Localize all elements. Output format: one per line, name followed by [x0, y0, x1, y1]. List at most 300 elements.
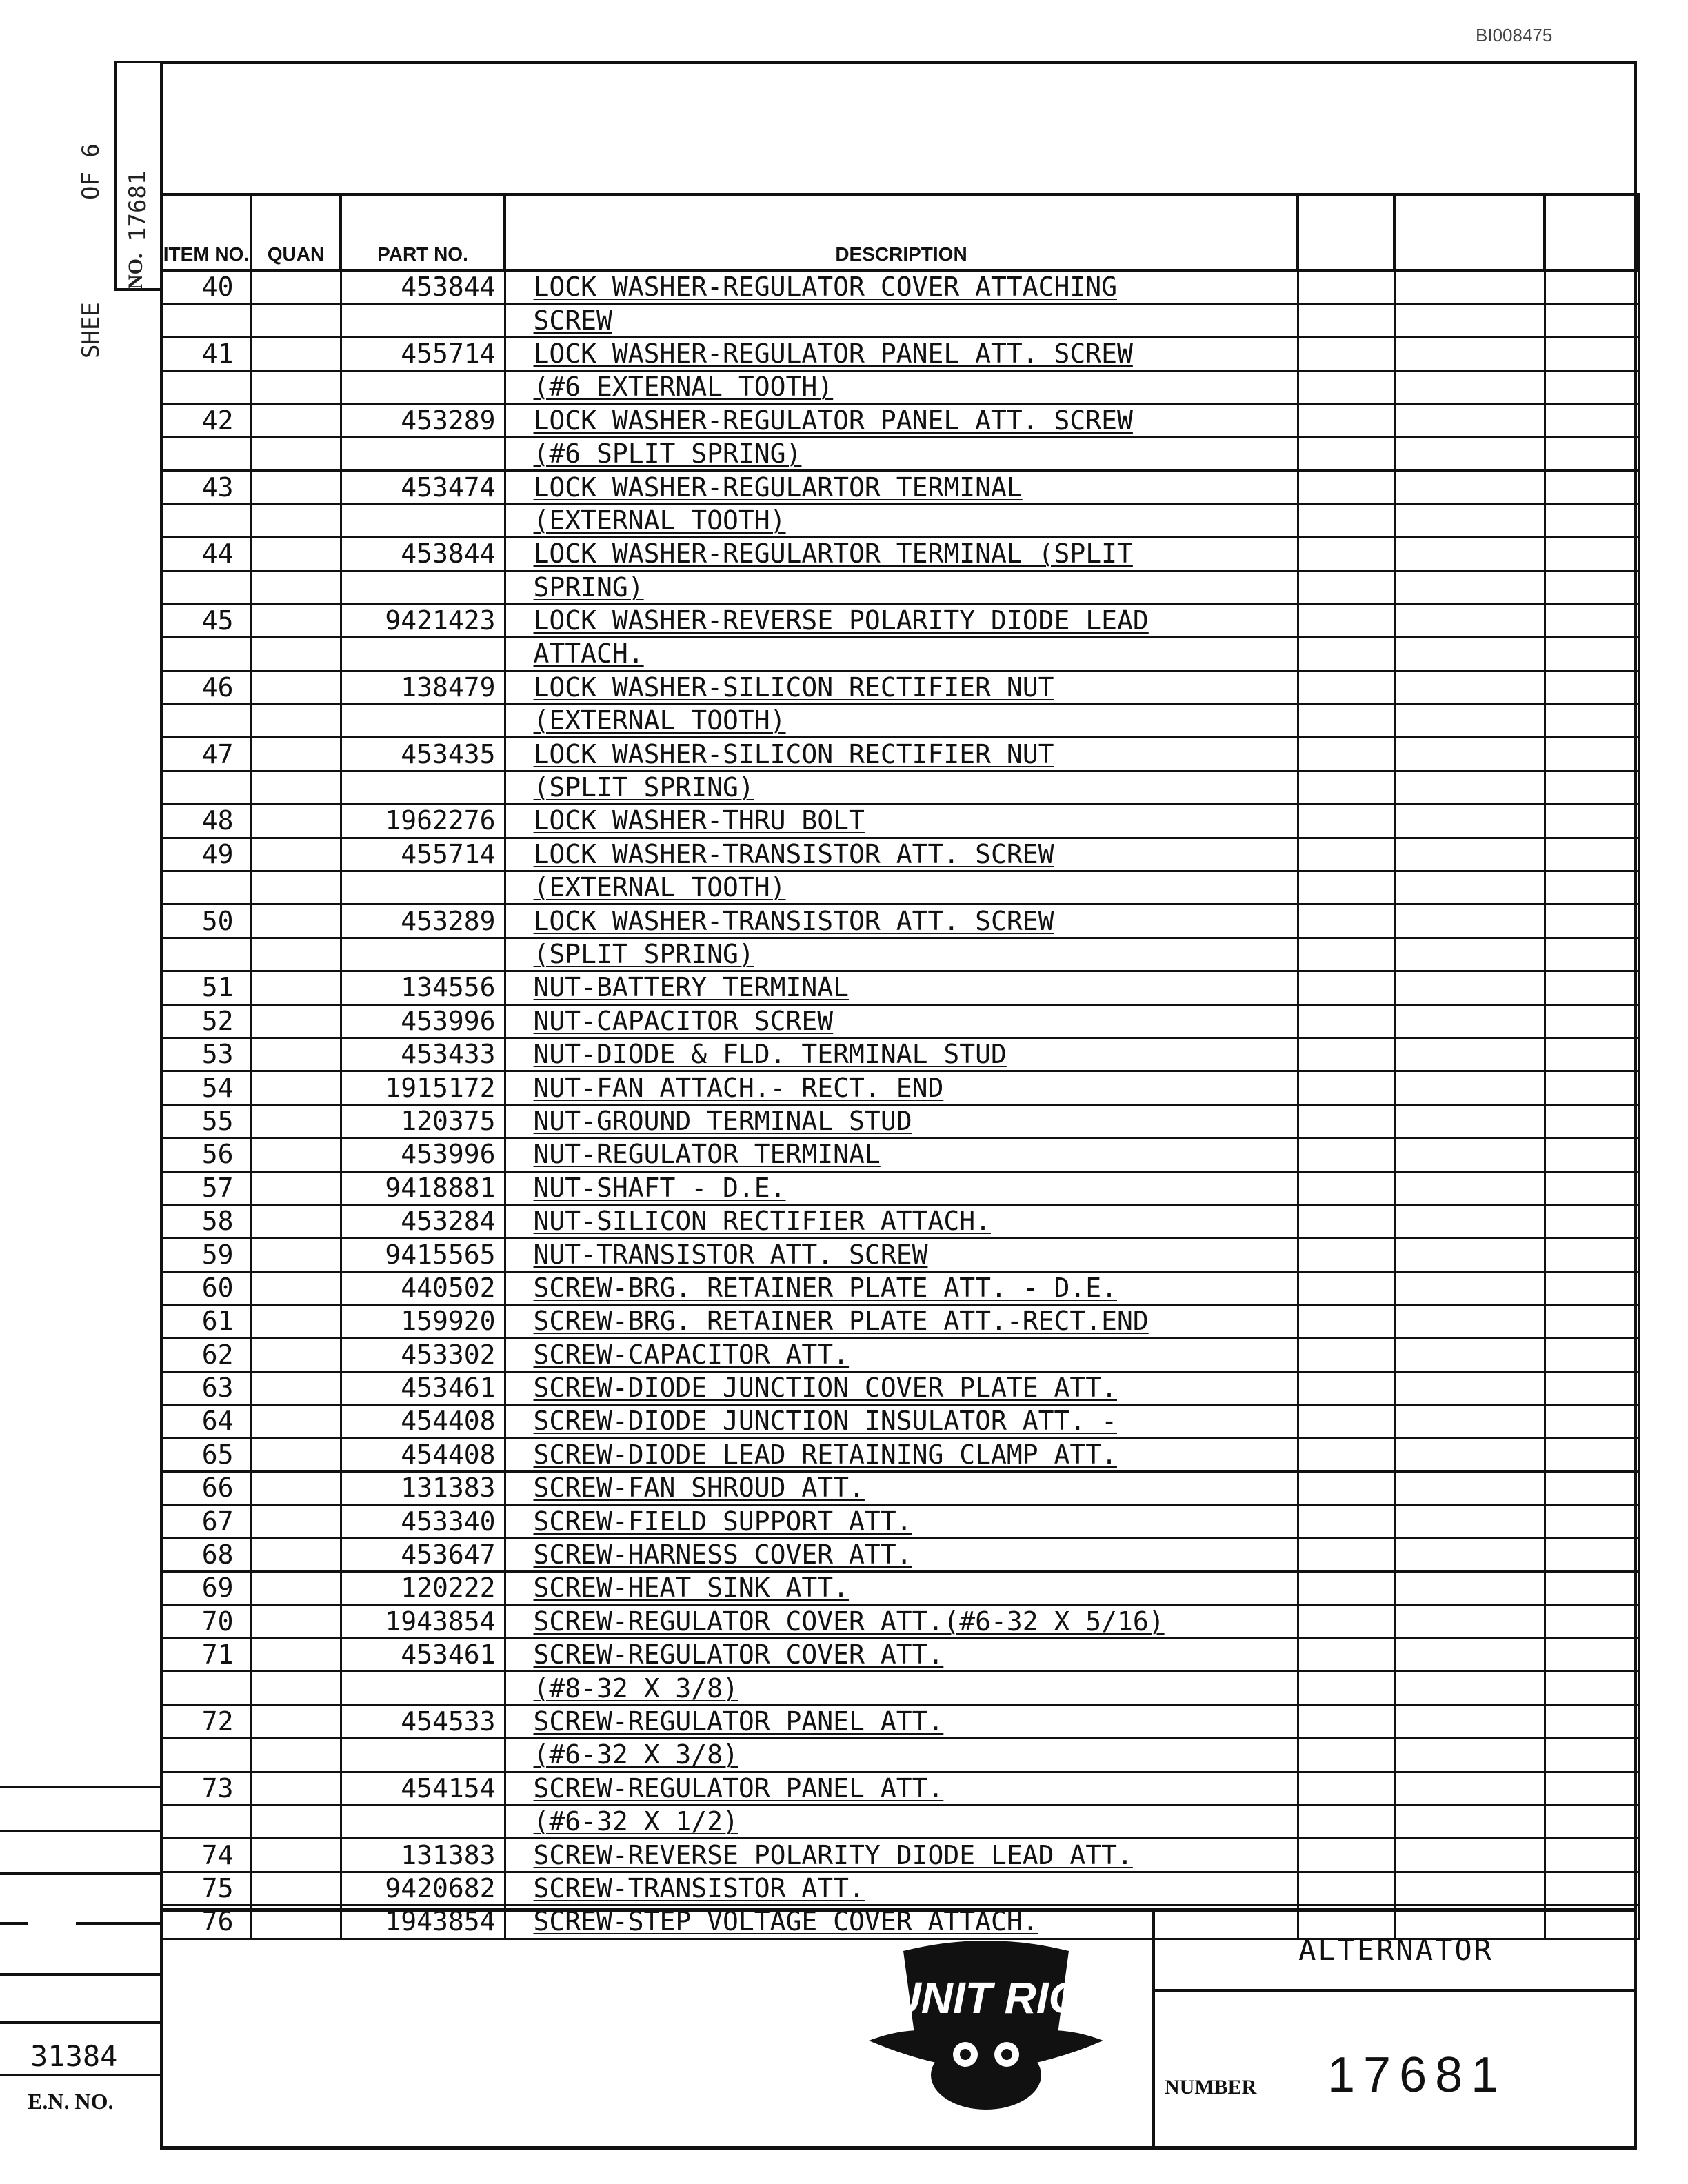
quan-cell	[251, 1171, 341, 1204]
description-cell: SPRING)	[505, 571, 1298, 604]
quan-cell	[251, 1071, 341, 1104]
blank-cell	[1545, 805, 1638, 838]
blank-cell	[1545, 1672, 1638, 1705]
blank-cell	[1394, 571, 1545, 604]
blank-cell	[1394, 1305, 1545, 1338]
quan-cell	[251, 838, 341, 871]
table-row	[161, 371, 1638, 404]
part-no-cell: 453289	[341, 904, 505, 938]
blank-cell	[1545, 938, 1638, 971]
part-no-cell: 453433	[341, 1038, 505, 1071]
description-cell: LOCK WASHER-REVERSE POLARITY DIODE LEAD	[505, 604, 1298, 637]
description-cell: LOCK WASHER-SILICON RECTIFIER NUT	[505, 671, 1298, 704]
blank-cell	[1545, 738, 1638, 771]
description-cell: LOCK WASHER-TRANSISTOR ATT. SCREW	[505, 904, 1298, 938]
item-no-cell: 42	[161, 404, 251, 437]
table-row	[161, 1004, 1638, 1038]
blank-cell	[1298, 270, 1394, 304]
blank-cell	[1545, 638, 1638, 671]
part-no-cell: 120375	[341, 1104, 505, 1138]
item-no-cell: 53	[161, 1038, 251, 1071]
quan-cell	[251, 971, 341, 1004]
header-description: DESCRIPTION	[505, 194, 1298, 270]
description-cell: SCREW-DIODE JUNCTION COVER PLATE ATT.	[505, 1371, 1298, 1404]
table-row	[161, 1672, 1638, 1705]
quan-cell	[251, 1572, 341, 1605]
item-no-cell: 55	[161, 1104, 251, 1138]
quan-cell	[251, 404, 341, 437]
blank-cell	[1298, 1138, 1394, 1171]
blank-cell	[1298, 938, 1394, 971]
blank-cell	[1394, 1605, 1545, 1638]
blank-cell	[1298, 671, 1394, 704]
blank-cell	[1298, 1271, 1394, 1304]
blank-cell	[1545, 838, 1638, 871]
blank-cell	[1545, 1872, 1638, 1905]
description-cell: NUT-SHAFT - D.E.	[505, 1171, 1298, 1204]
quan-cell	[251, 504, 341, 537]
part-no-cell: 159920	[341, 1305, 505, 1338]
table-row	[161, 705, 1638, 738]
description-cell: NUT-BATTERY TERMINAL	[505, 971, 1298, 1004]
blank-cell	[1545, 1371, 1638, 1404]
description-cell: ATTACH.	[505, 638, 1298, 671]
item-no-cell	[161, 638, 251, 671]
part-no-cell: 9420682	[341, 1872, 505, 1905]
item-no-cell	[161, 504, 251, 537]
table-row	[161, 437, 1638, 470]
blank-cell	[1298, 1705, 1394, 1738]
blank-cell	[1298, 1739, 1394, 1772]
description-cell: (#6 SPLIT SPRING)	[505, 437, 1298, 470]
table-header-row	[161, 194, 1638, 270]
quan-cell	[251, 538, 341, 571]
description-cell: SCREW-REGULATOR COVER ATT.(#6-32 X 5/16)	[505, 1605, 1298, 1638]
blank-cell	[1298, 1505, 1394, 1538]
description-cell: SCREW-FAN SHROUD ATT.	[505, 1472, 1298, 1505]
description-cell: SCREW-STEP VOLTAGE COVER ATTACH.	[505, 1905, 1298, 1939]
part-no-cell: 453461	[341, 1371, 505, 1404]
item-no-cell: 57	[161, 1171, 251, 1204]
blank-cell	[1545, 1171, 1638, 1204]
description-cell: NUT-GROUND TERMINAL STUD	[505, 1104, 1298, 1138]
blank-cell	[1394, 1204, 1545, 1237]
description-cell: SCREW-CAPACITOR ATT.	[505, 1338, 1298, 1371]
table-row	[161, 1038, 1638, 1071]
description-cell: NUT-TRANSISTOR ATT. SCREW	[505, 1238, 1298, 1271]
blank-cell	[1394, 838, 1545, 871]
header-item-no: ITEM NO.	[161, 194, 251, 270]
part-no-cell: 454408	[341, 1405, 505, 1438]
blank-cell	[1545, 671, 1638, 704]
description-cell: (EXTERNAL TOOTH)	[505, 871, 1298, 904]
description-cell: NUT-CAPACITOR SCREW	[505, 1004, 1298, 1038]
table-row	[161, 638, 1638, 671]
quan-cell	[251, 1739, 341, 1772]
part-no-cell: 453474	[341, 471, 505, 504]
quan-cell	[251, 1472, 341, 1505]
quan-cell	[251, 1805, 341, 1838]
header-part-no: PART NO.	[341, 194, 505, 270]
table-row	[161, 805, 1638, 838]
blank-cell	[1545, 538, 1638, 571]
item-no-cell: 76	[161, 1905, 251, 1939]
item-no-cell: 75	[161, 1872, 251, 1905]
unit-rig-logo	[862, 1937, 1110, 2116]
item-no-cell: 45	[161, 604, 251, 637]
quan-cell	[251, 738, 341, 771]
part-no-cell: 453996	[341, 1138, 505, 1171]
item-no-cell: 58	[161, 1204, 251, 1237]
table-row	[161, 1505, 1638, 1538]
blank-cell	[1545, 1639, 1638, 1672]
blank-cell	[1298, 337, 1394, 370]
part-no-cell	[341, 1739, 505, 1772]
part-no-cell: 454533	[341, 1705, 505, 1738]
table-row	[161, 1705, 1638, 1738]
description-cell: LOCK WASHER-REGULARTOR TERMINAL	[505, 471, 1298, 504]
blank-cell	[1394, 771, 1545, 804]
part-no-cell: 454154	[341, 1772, 505, 1805]
blank-cell	[1298, 1071, 1394, 1104]
table-row	[161, 1839, 1638, 1872]
table-row	[161, 304, 1638, 337]
quan-cell	[251, 1371, 341, 1404]
blank-cell	[1545, 705, 1638, 738]
table-row	[161, 838, 1638, 871]
part-no-cell: 1943854	[341, 1905, 505, 1939]
table-row	[161, 671, 1638, 704]
description-cell: (EXTERNAL TOOTH)	[505, 705, 1298, 738]
item-no-cell: 44	[161, 538, 251, 571]
blank-cell	[1394, 437, 1545, 470]
item-no-cell: 67	[161, 1505, 251, 1538]
blank-cell	[1298, 1338, 1394, 1371]
sheet-no-value: 17681	[124, 170, 152, 241]
blank-cell	[1298, 1238, 1394, 1271]
item-no-cell	[161, 871, 251, 904]
blank-cell	[1394, 1438, 1545, 1471]
blank-cell	[1394, 1572, 1545, 1605]
blank-cell	[1298, 1538, 1394, 1571]
blank-cell	[1298, 1572, 1394, 1605]
blank-cell	[1298, 1438, 1394, 1471]
quan-cell	[251, 1772, 341, 1805]
blank-cell	[1545, 604, 1638, 637]
document-id: BI008475	[1476, 25, 1553, 46]
quan-cell	[251, 1705, 341, 1738]
item-no-cell	[161, 1672, 251, 1705]
part-no-cell: 120222	[341, 1572, 505, 1605]
item-no-cell: 56	[161, 1138, 251, 1171]
blank-cell	[1394, 1639, 1545, 1672]
blank-cell	[1394, 638, 1545, 671]
part-no-cell: 453340	[341, 1505, 505, 1538]
quan-cell	[251, 1271, 341, 1304]
blank-cell	[1545, 337, 1638, 370]
description-cell: SCREW-REGULATOR PANEL ATT.	[505, 1705, 1298, 1738]
en-label: E.N. NO.	[28, 2089, 114, 2114]
quan-cell	[251, 904, 341, 938]
blank-cell	[1545, 904, 1638, 938]
en-number: 31384	[30, 2039, 118, 2073]
part-no-cell	[341, 938, 505, 971]
part-no-cell	[341, 571, 505, 604]
blank-cell	[1298, 971, 1394, 1004]
description-cell: SCREW-TRANSISTOR ATT.	[505, 1872, 1298, 1905]
table-row	[161, 270, 1638, 304]
blank-cell	[1545, 504, 1638, 537]
sheet-label: SHEE	[77, 302, 105, 358]
blank-cell	[1545, 1705, 1638, 1738]
drawing-number: 17681	[1327, 2048, 1507, 2103]
item-no-cell: 69	[161, 1572, 251, 1605]
blank-cell	[1298, 1305, 1394, 1338]
blank-cell	[1545, 471, 1638, 504]
part-no-cell: 453435	[341, 738, 505, 771]
description-cell: LOCK WASHER-REGULATOR PANEL ATT. SCREW	[505, 337, 1298, 370]
table-row	[161, 1338, 1638, 1371]
header-blank-1	[1298, 194, 1394, 270]
blank-cell	[1394, 337, 1545, 370]
part-no-cell: 453284	[341, 1204, 505, 1237]
part-no-cell: 453289	[341, 404, 505, 437]
blank-cell	[1545, 1338, 1638, 1371]
quan-cell	[251, 771, 341, 804]
quan-cell	[251, 1004, 341, 1038]
quan-cell	[251, 1305, 341, 1338]
blank-cell	[1298, 1405, 1394, 1438]
blank-cell	[1298, 1605, 1394, 1638]
part-no-cell	[341, 638, 505, 671]
quan-cell	[251, 1538, 341, 1571]
blank-cell	[1545, 270, 1638, 304]
blank-cell	[1545, 1605, 1638, 1638]
item-no-cell	[161, 938, 251, 971]
quan-cell	[251, 1872, 341, 1905]
drawing-title: ALTERNATOR	[1155, 1912, 1637, 1992]
table-row	[161, 1572, 1638, 1605]
quan-cell	[251, 1672, 341, 1705]
table-row	[161, 571, 1638, 604]
part-no-cell	[341, 1672, 505, 1705]
item-no-cell: 74	[161, 1839, 251, 1872]
header-blank-2	[1394, 194, 1545, 270]
blank-cell	[1545, 871, 1638, 904]
description-cell: (#6-32 X 3/8)	[505, 1739, 1298, 1772]
description-cell: NUT-DIODE & FLD. TERMINAL STUD	[505, 1038, 1298, 1071]
blank-cell	[1394, 1739, 1545, 1772]
description-cell: SCREW-FIELD SUPPORT ATT.	[505, 1505, 1298, 1538]
quan-cell	[251, 371, 341, 404]
blank-cell	[1545, 371, 1638, 404]
sheet-no-label: NO.	[124, 253, 147, 290]
blank-cell	[1298, 1371, 1394, 1404]
title-block-right	[1152, 1912, 1637, 2150]
item-no-cell: 68	[161, 1538, 251, 1571]
table-row	[161, 1472, 1638, 1505]
blank-cell	[1394, 938, 1545, 971]
item-no-cell: 50	[161, 904, 251, 938]
blank-cell	[1298, 904, 1394, 938]
table-row	[161, 971, 1638, 1004]
item-no-cell: 43	[161, 471, 251, 504]
blank-cell	[1545, 771, 1638, 804]
part-no-cell: 453844	[341, 538, 505, 571]
blank-cell	[1545, 1271, 1638, 1304]
blank-cell	[1394, 1338, 1545, 1371]
blank-cell	[1545, 1839, 1638, 1872]
quan-cell	[251, 1238, 341, 1271]
part-no-cell	[341, 771, 505, 804]
item-no-cell: 64	[161, 1405, 251, 1438]
blank-cell	[1394, 1872, 1545, 1905]
part-no-cell: 453302	[341, 1338, 505, 1371]
item-no-cell: 47	[161, 738, 251, 771]
description-cell: (SPLIT SPRING)	[505, 771, 1298, 804]
blank-cell	[1394, 1805, 1545, 1838]
quan-cell	[251, 437, 341, 470]
blank-cell	[1298, 1639, 1394, 1672]
blank-cell	[1545, 1572, 1638, 1605]
blank-cell	[1394, 1071, 1545, 1104]
blank-cell	[1394, 738, 1545, 771]
item-no-cell	[161, 705, 251, 738]
table-row	[161, 337, 1638, 370]
description-cell: LOCK WASHER-REGULARTOR TERMINAL (SPLIT	[505, 538, 1298, 571]
item-no-cell	[161, 771, 251, 804]
table-row	[161, 471, 1638, 504]
part-no-cell: 1943854	[341, 1605, 505, 1638]
table-row	[161, 1605, 1638, 1638]
table-row	[161, 538, 1638, 571]
quan-cell	[251, 705, 341, 738]
blank-cell	[1545, 1138, 1638, 1171]
blank-cell	[1394, 871, 1545, 904]
blank-cell	[1298, 1772, 1394, 1805]
item-no-cell: 60	[161, 1271, 251, 1304]
item-no-cell: 46	[161, 671, 251, 704]
blank-cell	[1545, 1238, 1638, 1271]
part-no-cell	[341, 371, 505, 404]
description-cell: LOCK WASHER-THRU BOLT	[505, 805, 1298, 838]
blank-cell	[1394, 1705, 1545, 1738]
blank-cell	[1298, 771, 1394, 804]
blank-cell	[1394, 1104, 1545, 1138]
item-no-cell	[161, 571, 251, 604]
quan-cell	[251, 304, 341, 337]
table-row	[161, 1739, 1638, 1772]
blank-cell	[1298, 705, 1394, 738]
blank-cell	[1545, 1438, 1638, 1471]
description-cell: SCREW-HARNESS COVER ATT.	[505, 1538, 1298, 1571]
table-row	[161, 1405, 1638, 1438]
part-no-cell: 1962276	[341, 805, 505, 838]
blank-cell	[1545, 1071, 1638, 1104]
quan-cell	[251, 1338, 341, 1371]
table-row	[161, 1371, 1638, 1404]
blank-cell	[1394, 304, 1545, 337]
blank-cell	[1394, 1038, 1545, 1071]
blank-cell	[1394, 671, 1545, 704]
quan-cell	[251, 604, 341, 637]
blank-cell	[1394, 904, 1545, 938]
blank-cell	[1298, 1839, 1394, 1872]
table-row	[161, 604, 1638, 637]
item-no-cell	[161, 1739, 251, 1772]
number-label: NUMBER	[1165, 2076, 1257, 2099]
table-row	[161, 404, 1638, 437]
part-no-cell	[341, 504, 505, 537]
quan-cell	[251, 1839, 341, 1872]
item-no-cell: 66	[161, 1472, 251, 1505]
table-row	[161, 504, 1638, 537]
item-no-cell: 73	[161, 1772, 251, 1805]
part-no-cell: 9418881	[341, 1171, 505, 1204]
description-cell: SCREW-DIODE LEAD RETAINING CLAMP ATT.	[505, 1438, 1298, 1471]
table-row	[161, 1171, 1638, 1204]
item-no-cell: 49	[161, 838, 251, 871]
item-no-cell: 48	[161, 805, 251, 838]
blank-cell	[1545, 437, 1638, 470]
description-cell: (#6-32 X 1/2)	[505, 1805, 1298, 1838]
description-cell: LOCK WASHER-SILICON RECTIFIER NUT	[505, 738, 1298, 771]
logo-text: UNIT RIG	[889, 1973, 1083, 2023]
blank-cell	[1394, 471, 1545, 504]
blank-cell	[1394, 705, 1545, 738]
quan-cell	[251, 337, 341, 370]
part-no-cell	[341, 871, 505, 904]
quan-cell	[251, 1204, 341, 1237]
part-no-cell: 131383	[341, 1472, 505, 1505]
quan-cell	[251, 805, 341, 838]
table-row	[161, 1438, 1638, 1471]
table-row	[161, 1271, 1638, 1304]
blank-cell	[1394, 270, 1545, 304]
table-row	[161, 1204, 1638, 1237]
blank-cell	[1545, 1305, 1638, 1338]
part-no-cell: 453996	[341, 1004, 505, 1038]
item-no-cell	[161, 437, 251, 470]
description-cell: SCREW	[505, 304, 1298, 337]
blank-cell	[1298, 1171, 1394, 1204]
blank-cell	[1394, 371, 1545, 404]
header-blank-3	[1545, 194, 1638, 270]
table-row	[161, 1104, 1638, 1138]
quan-cell	[251, 671, 341, 704]
quan-cell	[251, 938, 341, 971]
blank-cell	[1298, 871, 1394, 904]
quan-cell	[251, 1405, 341, 1438]
blank-cell	[1545, 1204, 1638, 1237]
blank-cell	[1545, 1405, 1638, 1438]
part-no-cell: 440502	[341, 1271, 505, 1304]
blank-cell	[1545, 1505, 1638, 1538]
blank-cell	[1394, 1672, 1545, 1705]
quan-cell	[251, 1038, 341, 1071]
item-no-cell: 62	[161, 1338, 251, 1371]
blank-cell	[1298, 471, 1394, 504]
blank-cell	[1394, 1405, 1545, 1438]
table-row	[161, 1138, 1638, 1171]
blank-cell	[1545, 971, 1638, 1004]
quan-cell	[251, 1104, 341, 1138]
blank-cell	[1545, 1739, 1638, 1772]
description-cell: SCREW-REGULATOR COVER ATT.	[505, 1639, 1298, 1672]
blank-cell	[1394, 1839, 1545, 1872]
blank-cell	[1394, 805, 1545, 838]
quan-cell	[251, 571, 341, 604]
